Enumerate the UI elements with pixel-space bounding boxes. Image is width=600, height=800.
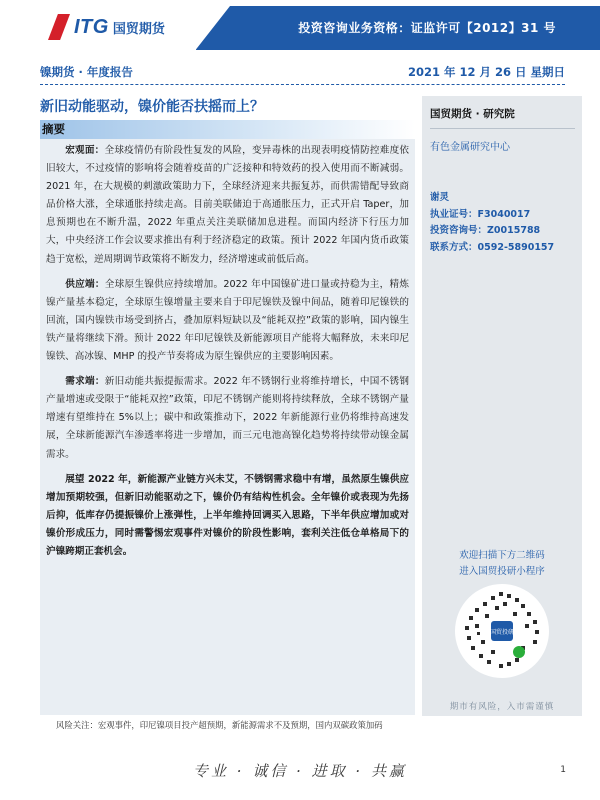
license-text: 投资咨询业务资格：证监许可【2012】31 号	[298, 21, 556, 35]
qr-label: 国贸投研	[489, 629, 515, 636]
report-subheader	[40, 62, 565, 82]
company-logo	[48, 14, 165, 40]
logo-itg-text: ITG	[74, 15, 109, 38]
page-header	[0, 0, 600, 56]
practice-cert: 执业证号：F3040017	[430, 208, 531, 220]
qr-caption	[422, 548, 582, 580]
analyst-contact	[430, 190, 554, 256]
paragraph-macro	[46, 142, 409, 269]
report-date: 2021 年 12 月 26 日 星期日	[407, 65, 565, 79]
report-type: 镍期货 · 年度报告	[40, 65, 133, 79]
analyst-name: 谢灵	[430, 192, 450, 203]
paragraph-text: 新能源产业链方兴未艾，不锈钢需求稳中有增，虽然原生镍供应增加预期较强，但新旧动能驱动之下，镍价仍有结构性机会。全年镍价或表现为先扬后抑，低库存仍提振镍价上涨弹性，上半年维持回调买入思路，下半年供应增加或对镍价形成压力，同时需警惕宏观事件对镍价的阶段性影响，套利关注低仓单格局下的沪镍跨期正套机会。	[46, 473, 410, 557]
paragraph-text: 全球原生镍供应持续增加。2022 年中国镍矿进口量或持稳为主，精炼镍产量基本稳定，全球原生镍增量主要来自于印尼镍铁及镍中间品，随着印尼镍铁的回流，国内镍铁市场受到挤占，叠加原料短缺以及“能耗双控”政策的影响，国内镍生铁产量将继续下滑。预计 2022 年印尼镍铁及新能源项目产能将大幅释放，未来印尼镍铁、高冰镍、MHP 的投产节奏将成为原生镍供应的主要影响因素。	[46, 278, 409, 363]
sidebar-divider	[430, 128, 575, 129]
consult-cert: 投资咨询号：Z0015788	[430, 225, 541, 236]
paragraph-lead: 需求端：	[65, 376, 105, 388]
risk-slogan: 期市有风险，入市需谨慎	[449, 702, 555, 712]
main-content	[40, 96, 415, 731]
paragraph-lead: 展望 2022 年，	[65, 473, 138, 485]
contact-phone: 联系方式：0592-5890157	[430, 241, 555, 253]
company-motto: 专业 · 诚信 · 进取 · 共赢	[193, 762, 407, 780]
sidebar	[422, 96, 582, 716]
mini-program-qr-code[interactable]	[455, 584, 549, 678]
paragraph-text: 全球疫情仍有阶段性复发的风险，变异毒株的出现表明疫情防控难度依旧较大，不过疫情的影响将会随着疫苗的广泛接种和特效药的投入使用而不断减弱。2021 年，在大规模的刺激政策助力下，全球经济迎来共振复苏，而供需错配导致商品价格大涨，全球通胀持续走高。目前美联储迫于高通胀压力，正式开启 Taper，加息预期也在不断升温，2022 年重点关注美联储加息进程。而国内经济下行压力加大，中央经济工作会议要求推出有利于经济稳定的政策。预计 2022 年国内货币政策趋于宽松，逆周期调节政策将不断发力，经济增速或前低后高。	[46, 145, 410, 265]
page-number: 1	[560, 765, 566, 775]
logo-mark-icon	[48, 14, 70, 40]
subheader-divider	[40, 84, 565, 85]
paragraph-supply	[46, 276, 409, 366]
risk-note: 风险关注：宏观事件，印尼镍项目投产超预期，新能源需求不及预期，国内双碳政策加码	[56, 720, 383, 730]
research-center: 有色金属研究中心	[430, 142, 510, 153]
qr-pattern-icon	[455, 584, 549, 678]
qr-caption-line-1: 欢迎扫描下方二维码	[459, 550, 545, 561]
logo-company-name: 国贸期货	[112, 21, 165, 37]
paragraph-lead: 宏观面：	[65, 145, 105, 156]
qr-caption-line-2: 进入国贸投研小程序	[459, 566, 545, 577]
abstract-body	[40, 139, 415, 715]
paragraph-outlook	[46, 471, 409, 561]
paragraph-demand	[46, 373, 409, 463]
paragraph-lead: 供应端：	[65, 278, 105, 290]
report-title: 新旧动能驱动，镍价能否扶摇而上？	[40, 99, 264, 115]
paragraph-text: 新旧动能共振提振需求。2022 年不锈钢行业将维持增长，中国不锈钢产量增速或受限于“能耗双控”政策，印尼不锈钢产能则将持续释放，全球不锈钢产量增速有望维持在 5%以上；碳中和政策推动下，2022 年新能源行业仍将维持高速发展，全球新能源汽车渗透率将进一步增加，而三元电池高镍化趋势将持续带动镍金属需求。	[46, 376, 409, 460]
institute-name: 国贸期货 · 研究院	[430, 108, 515, 120]
abstract-heading: 摘要	[40, 120, 415, 139]
